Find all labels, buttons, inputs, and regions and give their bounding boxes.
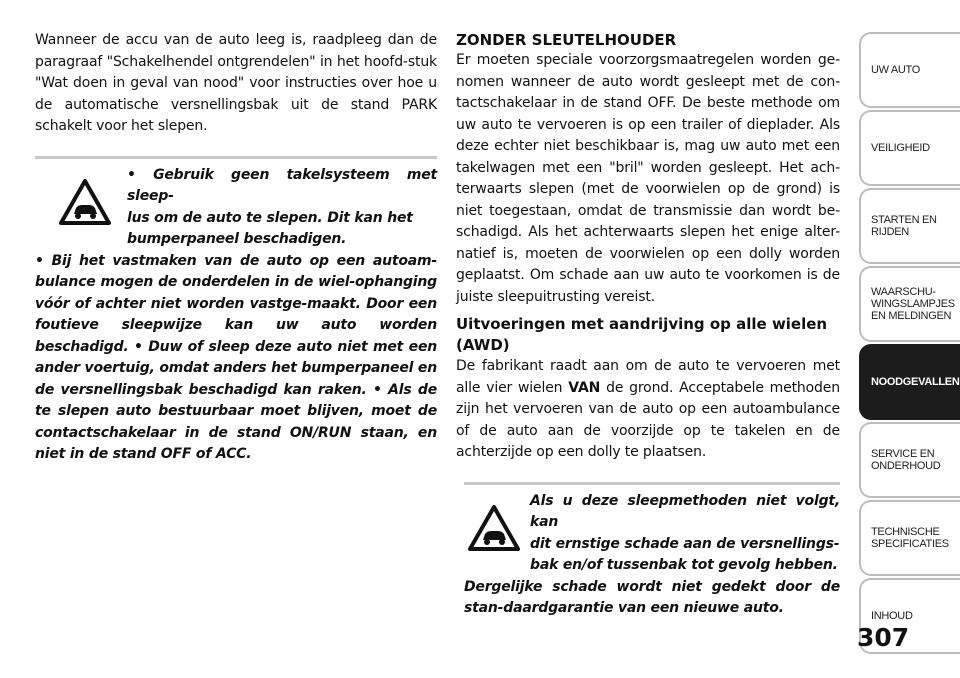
left-column (35, 30, 437, 466)
warning-line: • Gebruik geen takelsysteem met sleep- (127, 166, 437, 204)
tab-starten-en-rijden[interactable] (859, 188, 960, 264)
warning-line: lus om de auto te slepen. Dit kan het (127, 209, 413, 226)
car-skid-warning-icon (468, 505, 520, 551)
intro-paragraph: Wanneer de accu van de auto leeg is, raadpleeg dan de paragraaf "Schakelhendel ontgrendelen" in het hoofd-stuk "Wat doen in geval van nood" voor instructies over hoe u de automatische versnellingsbak uit de stand PARK schakelt voor het slepen. (35, 32, 437, 134)
warning-line: dit ernstige schade aan de versnellings- (530, 535, 840, 552)
tab-label: STARTEN EN RIJDEN (871, 214, 937, 238)
warning-line: bumperpaneel beschadigen. (127, 231, 347, 247)
chapter-tabs (859, 32, 960, 656)
tab-technische-specificaties[interactable] (859, 500, 960, 576)
tab-noodgevallen[interactable] (859, 344, 960, 420)
tab-veiligheid[interactable] (859, 110, 960, 186)
subsection-paragraph (456, 356, 840, 464)
warning-line: Als u deze sleepmethoden niet volgt, kan (530, 492, 840, 530)
emphasis-text: VAN (568, 379, 601, 396)
car-skid-warning-icon (59, 179, 111, 225)
tab-label: UW AUTO (871, 64, 921, 76)
right-column (456, 30, 840, 620)
tab-waarschuwingslampjes[interactable] (859, 266, 960, 342)
warning-box-left (35, 156, 437, 466)
warning-line: bak en/of tussenbak tot gevolg hebben. (530, 557, 838, 573)
tab-label: SERVICE EN ONDERHOUD (871, 448, 941, 472)
tab-label: WAARSCHU- WINGSLAMPJES EN MELDINGEN (871, 286, 955, 322)
section-paragraph: Er moeten speciale voorzorgsmaatregelen worden ge-nomen wanneer de auto wordt gesleept met de con-tactschakelaar in de stand OFF. De beste methode om uw auto te vervoeren is op een trailer of dieplader. Als deze echter niet beschikbaar is, mag uw auto met een takelwagen met een "bril" worden gesleept. Het ach-terwaarts slepen (met de voorwielen op de grond) is niet toegestaan, omdat de transmissie dan wordt be-schadigd. Als het achterwaarts slepen het enige alter-natief is, moeten de voorwielen op een dolly worden geplaatst. Om schade aan uw auto te voorkomen is de juiste sleepuitrusting vereist. (456, 52, 840, 305)
tab-label: NOODGEVALLEN (871, 376, 960, 388)
tab-label: INHOUD (871, 610, 913, 622)
page-number: 307 (857, 623, 910, 652)
section-heading: ZONDER SLEUTELHOUDER (456, 31, 677, 49)
tab-label: VEILIGHEID (871, 142, 930, 154)
subsection-heading: Uitvoeringen met aandrijving op alle wielen (AWD) (456, 315, 828, 354)
warning-box-right (464, 482, 840, 620)
paragraph-text: de grond. Acceptabele methoden zijn het vervoeren van de auto op een autoambulance of de auto aan de voorzijde op te takelen en de achterzijde op een dolly te plaatsen. (456, 379, 840, 460)
paragraph-text: De fabrikant raadt aan om de auto te vervoeren met alle vier wielen (456, 358, 840, 396)
tab-service-en-onderhoud[interactable] (859, 422, 960, 498)
tab-label: TECHNISCHE SPECIFICATIES (871, 526, 949, 550)
warning-body: • Bij het vastmaken van de auto op een autoam-bulance mogen de onderdelen in de wiel-ophanging vóór of achter niet worden vastge-maakt. Door een foutieve sleepwijze kan uw auto worden beschadigd. • Duw of sleep deze auto niet met een ander voertuig, omdat anders het bumperpaneel en de versnellingsbak beschadigd kan raken. • Als de te slepen auto bestuurbaar moet blijven, moet de contactschakelaar in de stand ON/RUN staan, en niet in de stand OFF of ACC. (35, 252, 437, 462)
warning-text-right (464, 491, 840, 620)
warning-body: Dergelijke schade wordt niet gedekt door de stan-daardgarantie van een nieuwe auto. (464, 578, 840, 616)
tab-uw-auto[interactable] (859, 32, 960, 108)
